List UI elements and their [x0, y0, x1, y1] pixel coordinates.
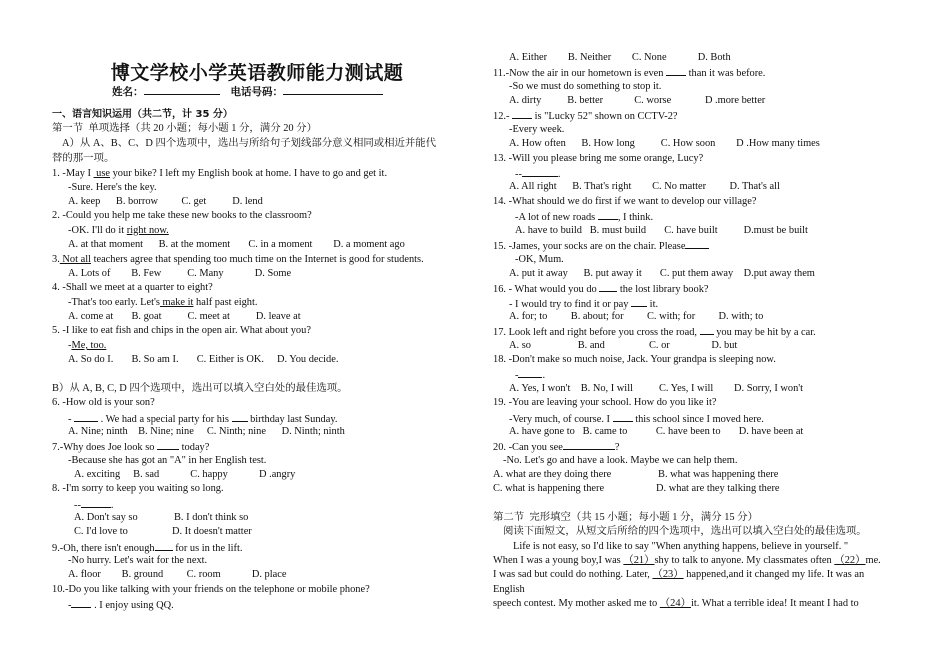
text-line: 阅读下面短文，从短文后所给的四个选项中，选出可以填入空白处的最佳选项。 [503, 526, 867, 537]
text-line: A）从 A、B、C、D 四个选项中，选出与所给句子划线部分意义相同或相近并能代 [62, 138, 437, 149]
text-segment: 16. - What would you do [493, 284, 600, 295]
answer-blank[interactable] [666, 65, 686, 76]
phone-blank[interactable] [283, 84, 383, 95]
text-segment: speech contest. My mother asked me to [493, 598, 660, 609]
text-line [52, 253, 424, 267]
text-line: A. exciting B. sad C. happy D .angry [74, 469, 296, 480]
text-segment: 9.-Oh, there isn't enough [52, 543, 155, 554]
text-segment: . We had a special party for his [98, 414, 232, 425]
underlined-text: make it [159, 297, 194, 308]
text-segment: 15. -James, your socks are on the chair. Please [493, 241, 686, 252]
text-segment: half past eight. [193, 297, 258, 308]
text-line [515, 367, 545, 383]
answer-blank[interactable] [74, 411, 98, 422]
answer-blank[interactable] [700, 324, 714, 335]
text-line: 18. -Don't make so much noise, Jack. Your grandpa is sleeping now. [493, 354, 776, 365]
text-line: A. have to build B. must build C. have built D.must be built [515, 225, 808, 236]
text-segment: . [110, 500, 114, 511]
text-line: A. How often B. How long C. How soon D .How many times [509, 138, 820, 149]
text-line: -No hurry. Let's wait for the next. [68, 555, 208, 566]
text-segment: -Very much, of course. I [509, 414, 613, 425]
text-segment: - I would try to find it or pay [509, 299, 632, 310]
text-line [493, 108, 678, 124]
text-line [493, 568, 864, 582]
text-segment: -That's too early. Let's [68, 297, 160, 308]
text-line: A. keep B. borrow C. get D. lend [68, 196, 263, 207]
underlined-text: Me, too. [71, 340, 107, 351]
text-line: C. I'd love to D. It doesn't matter [74, 526, 252, 537]
text-line [52, 167, 387, 181]
text-segment: 17. Look left and right before you cross the road, [493, 327, 700, 338]
text-segment: . [557, 169, 561, 180]
text-segment: 11.-Now the air in our hometown is even [493, 68, 667, 79]
answer-blank[interactable] [81, 497, 111, 508]
text-line [68, 296, 257, 310]
student-info-row [112, 84, 383, 99]
text-segment: it. [647, 299, 659, 310]
answer-blank[interactable] [71, 597, 91, 608]
text-segment: . [542, 370, 546, 381]
text-line: 8. -I'm sorry to keep you waiting so long. [52, 483, 224, 494]
text-segment: 12.- [493, 111, 513, 122]
text-line: -So we must do something to stop it. [509, 81, 662, 92]
text-line: -OK, Mum. [515, 254, 564, 265]
text-line: Life is not easy, so I'd like to say "When anything happens, believe in yourself. " [513, 541, 849, 552]
text-line [52, 439, 209, 455]
text-line [493, 324, 816, 340]
text-line: A. Lots of B. Few C. Many D. Some [68, 268, 292, 279]
text-line: 19. -You are leaving your school. How do you like it? [493, 397, 717, 408]
text-line: A. have gone to B. came to C. have been to D. have been at [509, 426, 804, 437]
underlined-text: right now. [126, 225, 169, 236]
text-line: A. Nine; ninth B. Nine; nine C. Ninth; nine D. Ninth; ninth [68, 426, 345, 437]
text-line: -No. Let's go and have a look. Maybe we can help them. [503, 455, 738, 466]
text-line [68, 224, 169, 238]
text-segment: happened,and it changed my life. It was an [683, 569, 865, 580]
answer-blank[interactable] [613, 411, 633, 422]
text-segment: your bike? I left my English book at home. I have to go and get it. [110, 168, 388, 179]
text-segment: - [68, 340, 72, 351]
text-segment: - [68, 600, 72, 611]
text-line: A. dirty B. better C. worse D .more better [509, 95, 766, 106]
answer-blank[interactable] [563, 439, 615, 450]
text-segment: you may be hit by a car. [713, 327, 816, 338]
text-line: English [493, 584, 525, 595]
text-line: 6. -How old is your son? [52, 397, 155, 408]
text-segment: the lost library book? [617, 284, 709, 295]
text-line: A. what are they doing there B. what was happening there [493, 469, 779, 480]
text-segment: , I think. [617, 212, 654, 223]
underlined-text: （22） [834, 555, 866, 566]
text-segment: -- [74, 500, 81, 511]
name-label: 姓名： [112, 86, 144, 98]
text-line: A. come at B. goat C. meet at D. leave at [68, 311, 301, 322]
answer-blank[interactable] [518, 367, 542, 378]
text-line [493, 554, 881, 568]
text-line [68, 597, 174, 613]
text-line [493, 281, 709, 297]
text-line [493, 597, 859, 611]
text-segment: I was sad but could do nothing. Later, [493, 569, 653, 580]
underlined-text: （23） [652, 569, 684, 580]
text-line: 2. -Could you help me take these new books to the classroom? [52, 210, 312, 221]
text-line [515, 209, 653, 225]
text-segment: for us in the lift. [172, 543, 243, 554]
text-segment: 7.-Why does Joe look so [52, 442, 158, 453]
text-line: A. Either B. Neither C. None D. Both [509, 52, 731, 63]
text-segment: - [515, 370, 519, 381]
text-line: 13. -Will you please bring me some orange, Lucy? [493, 153, 704, 164]
text-line: 10.-Do you like talking with your friends on the telephone or mobile phone? [52, 584, 370, 595]
answer-blank[interactable] [155, 540, 173, 551]
text-line: A. So do I. B. So am I. C. Either is OK. D. You decide. [68, 354, 339, 365]
answer-blank[interactable] [631, 296, 647, 307]
answer-blank[interactable] [598, 209, 618, 220]
answer-blank[interactable] [685, 238, 709, 249]
text-segment: When I was a young boy,I was [493, 555, 624, 566]
text-segment: . I enjoy using QQ. [91, 600, 174, 611]
text-segment: this school since I moved here. [632, 414, 764, 425]
text-segment: 20. -Can you see [493, 442, 563, 453]
text-segment: 3. [52, 254, 60, 265]
text-segment: it. What a terrible idea! It meant I had to [690, 598, 859, 609]
text-line: 替的那一项。 [52, 153, 115, 164]
underlined-text: use [93, 168, 111, 179]
text-line: A. so B. and C. or D. but [509, 340, 738, 351]
text-line: C. what is happening there D. what are they talking there [493, 483, 780, 494]
text-line: B）从 A, B, C, D 四个选项中，选出可以填入空白处的最佳选项。 [52, 383, 348, 394]
page-title: 博文学校小学英语教师能力测试题 [110, 62, 404, 84]
text-line: A. for; to B. about; for C. with; for D. with; to [509, 311, 764, 322]
text-segment: teachers agree that spending too much time on the Internet is good for students. [90, 254, 424, 265]
answer-blank[interactable] [157, 439, 179, 450]
text-segment: - [68, 414, 75, 425]
text-line: A. at that moment B. at the moment C. in a moment D. a moment ago [68, 239, 405, 250]
text-line: A. put it away B. put away it C. put them away D.put away them [509, 268, 815, 279]
text-line: 4. -Shall we meet at a quarter to eight? [52, 282, 213, 293]
text-line: A. Don't say so B. I don't think so [74, 512, 249, 523]
text-line: -Sure. Here's the key. [68, 182, 157, 193]
text-line [493, 65, 765, 81]
text-segment: me. [865, 555, 881, 566]
underlined-text: （24） [659, 598, 691, 609]
text-line [68, 339, 106, 353]
text-line: -Because she has got an "A" in her English test. [68, 455, 267, 466]
text-segment: -- [515, 169, 522, 180]
name-blank[interactable] [144, 84, 220, 95]
text-line: 14. -What should we do first if we want to develop our village? [493, 196, 757, 207]
answer-blank[interactable] [599, 281, 617, 292]
text-line: 第一节 单项选择（共 20 小题；每小题 1 分，满分 20 分） [52, 123, 317, 134]
text-line: 第二节 完形填空（共 15 小题；每小题 1 分，满分 15 分） [493, 512, 758, 523]
text-segment: -A lot of new roads [515, 212, 598, 223]
text-segment: today? [179, 442, 210, 453]
text-line: 一、语言知识运用（共二节，计 35 分） [52, 109, 233, 120]
text-segment: than it was before. [686, 68, 766, 79]
underlined-text: Not all [59, 254, 91, 265]
text-line: A. floor B. ground C. room D. place [68, 569, 287, 580]
answer-blank[interactable] [522, 166, 558, 177]
text-line: -Every week. [509, 124, 565, 135]
text-line: A. Yes, I won't B. No, I will C. Yes, I will D. Sorry, I won't [509, 383, 804, 394]
answer-blank[interactable] [512, 108, 532, 119]
text-segment: birthday last Sunday. [247, 414, 338, 425]
underlined-text: （21） [623, 555, 655, 566]
text-segment: shy to talk to anyone. My classmates often [654, 555, 835, 566]
text-segment: 1. -May I [52, 168, 94, 179]
text-segment: ? [614, 442, 620, 453]
text-segment: is "Lucky 52" shown on CCTV-2? [532, 111, 678, 122]
text-segment: -OK. I'll do it [68, 225, 127, 236]
text-line: 5. -I like to eat fish and chips in the open air. What about you? [52, 325, 311, 336]
text-line [493, 439, 619, 455]
text-line [493, 238, 709, 254]
text-line: A. All right B. That's right C. No matter D. That's all [509, 181, 780, 192]
answer-blank[interactable] [232, 411, 248, 422]
phone-label: 电话号码： [230, 86, 283, 98]
